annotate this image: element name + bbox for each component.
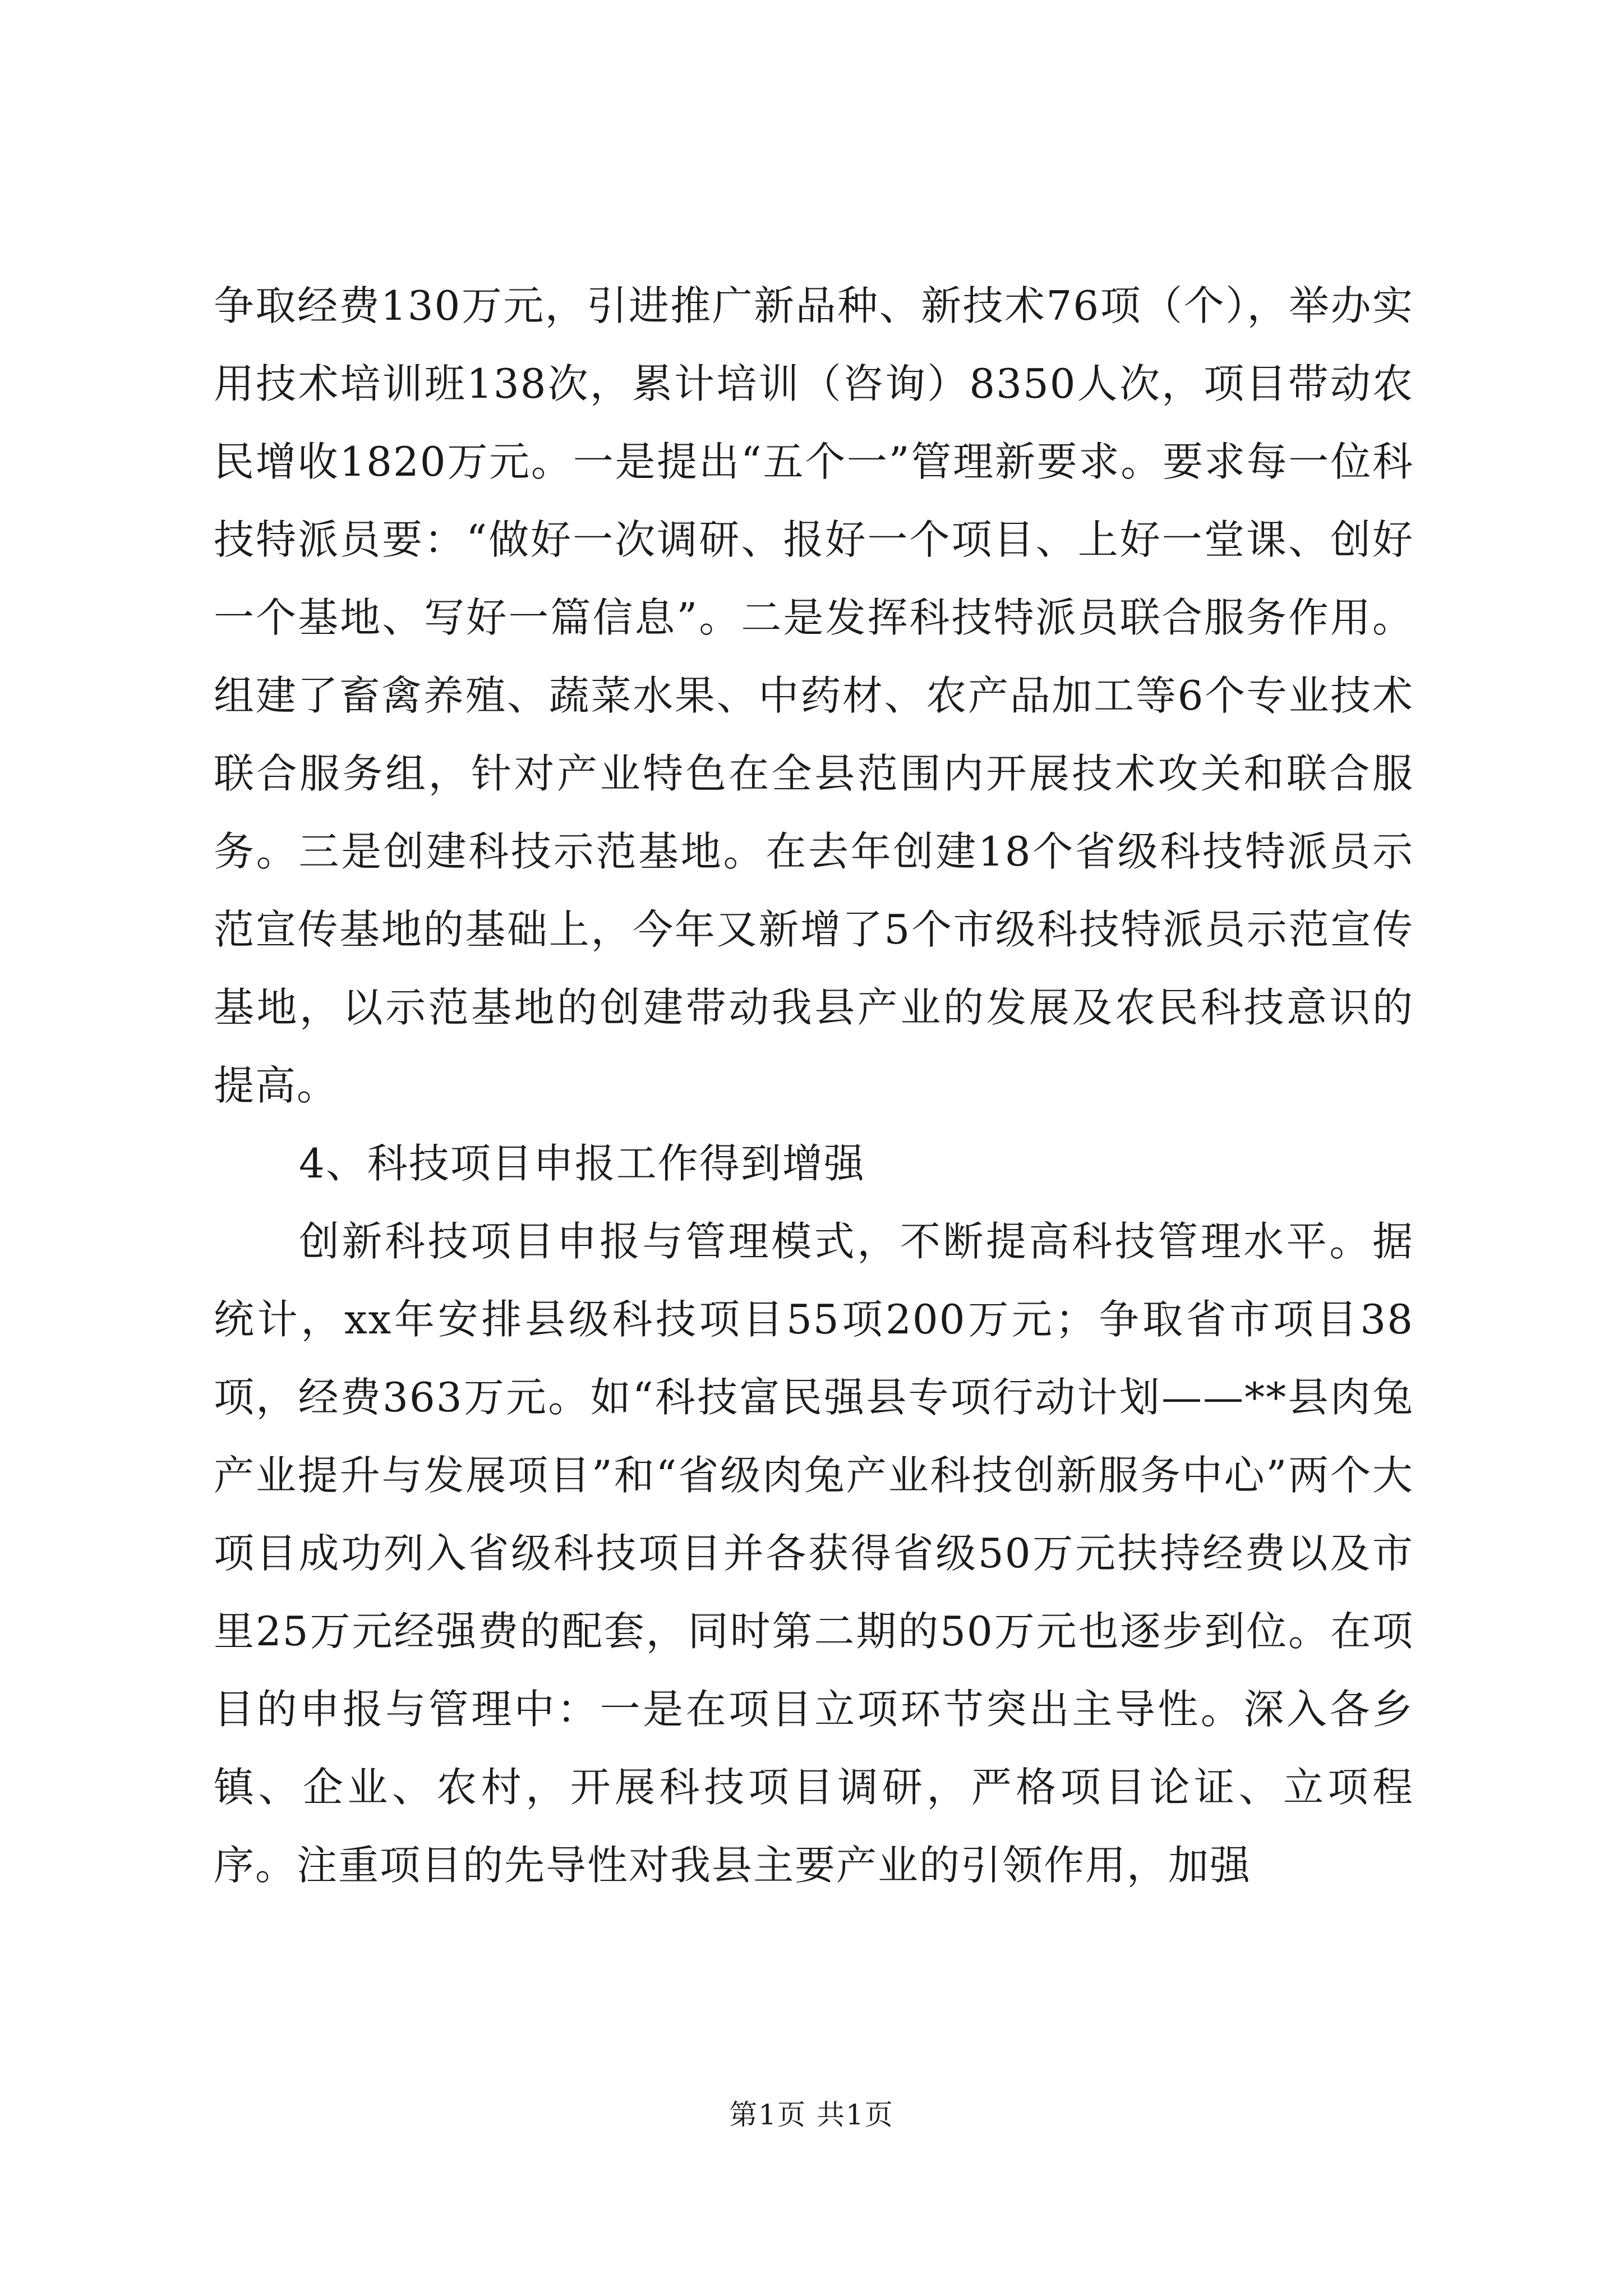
body-paragraph: 创新科技项目申报与管理模式，不断提高科技管理水平。据统计，xx年安排县级科技项目55项200万元；争取省市项目38项，经费363万元。如“科技富民强县专项行动计划——**县肉兔产业提升与发展项目”和“省级肉兔产业科技创新服务中心”两个大项目成功列入省级科技项目并各获得省级50万元扶持经费以及市里25万元经强费的配套，同时第二期的50万元也逐步到位。在项目的申报与管理中：一是在项目立项环节突出主导性。深入各乡镇、企业、农村，开展科技项目调研，严格项目论证、立项程序。注重项目的先导性对我县主要产业的引领作用，加强 bbox=[214, 1218, 1414, 1889]
body-paragraph: 争取经费130万元，引进推广新品种、新技术76项（个），举办实用技术培训班138次，累计培训（咨询）8350人次，项目带动农民增收1820万元。一是提出“五个一”管理新要求。要求每一位科技特派员要：“做好一次调研、报好一个项目、上好一堂课、创好一个基地、写好一篇信息”。二是发挥科技特派员联合服务作用。组建了畜禽养殖、蔬菜水果、中药材、农产品加工等6个专业技术联合服务组，针对产业特色在全县范围内开展技术攻关和联合服务。三是创建科技示范基地。在去年创建18个省级科技特派员示范宣传基地的基础上，今年又新增了5个市级科技特派员示范宣传基地，以示范基地的创建带动我县产业的发展及农民科技意识的提高。 bbox=[214, 282, 1414, 1109]
page-footer: 第1页 共1页 bbox=[729, 2099, 894, 2131]
section-heading: 4、科技项目申报工作得到增强 bbox=[299, 1140, 865, 1187]
document-body bbox=[214, 267, 1414, 1904]
